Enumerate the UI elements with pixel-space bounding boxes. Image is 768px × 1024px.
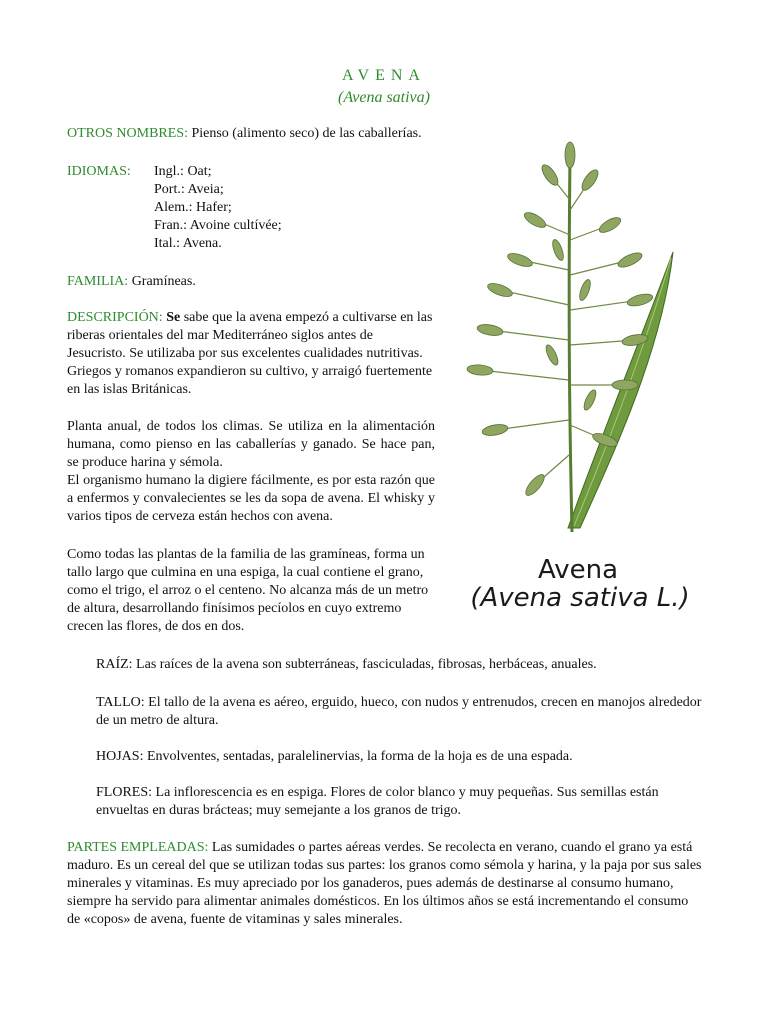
plant-drawing (467, 142, 673, 532)
idioma-item: Ital.: Avena. (154, 236, 222, 251)
descripcion-text: sabe que la avena empezó a cultivarse en las riberas orientales del mar Mediterráneo siglos antes de Jesucristo. Se utilizaba por sus excelentes cualidades nutritivas. Griegos y romanos expandieron su cultivo, y arraigó fuertemente en las islas Británicas. (67, 310, 433, 397)
planta-text-1: Planta anual, de todos los climas. Se utiliza en la alimentación humana, como pienso en las caballerías y ganado. Se hace pan, se produce harina y sémola. (67, 419, 435, 470)
familia-line (67, 273, 196, 291)
como-paragraph: Como todas las plantas de la familia de las gramíneas, forma un tallo largo que culmina en una espiga, la cual contiene el grano, como el trigo, el arroz o el centeno. No alcanza más de un metro de altura, desarrollando finísimos pecíolos en cuyo extremo crecen las flores, de dos en dos. (67, 547, 429, 634)
oat-plant-illustration (440, 140, 710, 540)
idioma-item: Fran.: Avoine cultívée; (154, 218, 282, 233)
otros-nombres-line (67, 125, 422, 143)
raiz-paragraph: RAÍZ: Las raíces de la avena son subterráneas, fasciculadas, fibrosas, herbáceas, anuales. (96, 657, 597, 672)
idiomas-list (154, 163, 282, 253)
familia-label: FAMILIA: (67, 274, 129, 289)
scientific-subtitle: (Avena sativa) (338, 89, 430, 106)
flores-paragraph: FLORES: La inflorescencia es en espiga. Flores de color blanco y muy pequeñas. Sus semillas están envueltas en duras brácteas; muy semejante a los granos de trigo. (96, 785, 659, 818)
idioma-item: Alem.: Hafer; (154, 200, 232, 215)
otros-nombres-label: OTROS NOMBRES: (67, 126, 188, 141)
otros-nombres-text: Pienso (alimento seco) de las caballerías. (187, 126, 422, 141)
figure-caption-scientific: (Avena sativa L.) (470, 583, 690, 613)
planta-text-2: El organismo humano la digiere fácilmente, es por esta razón que a enfermos y convalecientes se les da sopa de avena. El whisky y varios tipos de cerveza están hechos con avena. (67, 473, 435, 524)
idiomas-label: IDIOMAS: (67, 164, 131, 179)
descripcion-paragraph (67, 309, 435, 399)
planta-paragraph (67, 418, 435, 526)
descripcion-bold-word: Se (166, 310, 181, 325)
familia-text: Gramíneas. (128, 274, 196, 289)
page-title: AVENA (342, 67, 426, 84)
descripcion-label: DESCRIPCIÓN: (67, 310, 163, 325)
partes-label: PARTES EMPLEADAS: (67, 840, 209, 855)
figure-caption-name: Avena (537, 555, 619, 585)
partes-text: Las sumidades o partes aéreas verdes. Se recolecta en verano, cuando el grano ya está maduro. Es un cereal del que se utilizan todas sus partes: los granos como sémola y harina, y la paja por sus sales minerales y vitaminas. Es muy apreciado por los ganaderos, pues además de destinarse al consumo humano, siempre ha servido para alimentar animales domésticos. En los últimos años se está incrementando el consumo de «copos» de avena, fuente de vitaminas y sales minerales. (67, 840, 702, 927)
partes-empleadas-paragraph (67, 839, 703, 929)
idioma-item: Port.: Aveia; (154, 182, 224, 197)
idioma-item: Ingl.: Oat; (154, 164, 212, 179)
hojas-paragraph: HOJAS: Envolventes, sentadas, paralelinervias, la forma de la hoja es de una espada. (96, 749, 573, 764)
tallo-paragraph: TALLO: El tallo de la avena es aéreo, erguido, hueco, con nudos y entrenudos, crecen en manojos alrededor de un metro de altura. (96, 695, 702, 728)
